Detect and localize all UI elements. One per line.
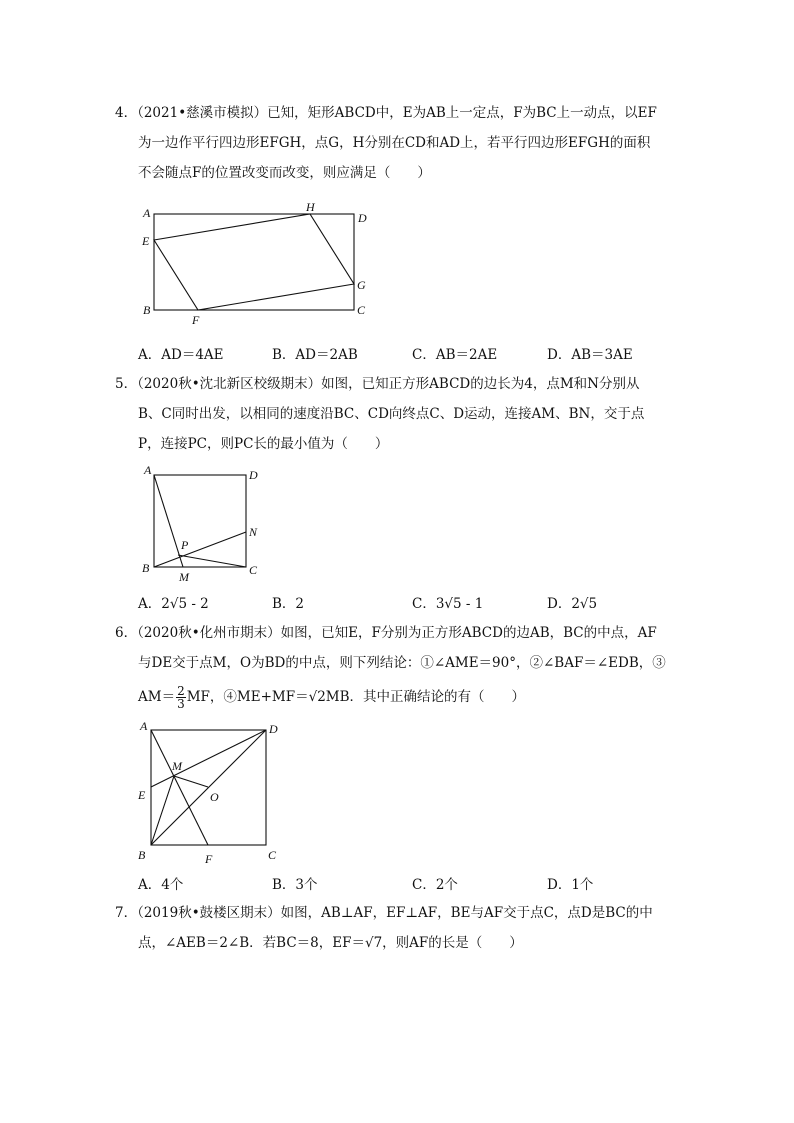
label-d: D <box>358 211 367 225</box>
q6-figure <box>137 719 278 866</box>
label-d: D <box>269 722 278 736</box>
label-c: C <box>268 848 277 862</box>
rectangle-abcd <box>154 214 354 310</box>
q6-option-b[interactable]: B．3个 <box>272 877 318 893</box>
label-f: F <box>205 852 213 866</box>
label-a: A <box>144 463 152 477</box>
label-b: B <box>138 848 146 862</box>
q6-line-1: 6．（2020秋•化州市期末）如图，已知E，F分别为正方形ABCD的边AB，BC的中点，AF <box>115 625 657 641</box>
q5-line-1: 5．（2020秋•沈北新区校级期末）如图，已知正方形ABCD的边长为4，点M和N分别从 <box>115 376 640 392</box>
q4-line-3: 不会随点F的位置改变而改变，则应满足（ ） <box>138 165 431 181</box>
q4-option-c[interactable]: C．AB＝2AE <box>412 347 498 363</box>
q7-line-1: 7．（2019秋•鼓楼区期末）如图，AB⊥AF，EF⊥AF，BE与AF交于点C，点D是BC的中 <box>115 905 653 921</box>
q5-line-3: P，连接PC，则PC长的最小值为（ ） <box>138 436 389 452</box>
segment-mo <box>174 776 208 787</box>
label-b: B <box>142 561 150 575</box>
label-f: F <box>192 313 200 327</box>
label-a: A <box>143 206 151 220</box>
q6-line-3-pre: AM＝ <box>138 689 176 705</box>
q5-option-d[interactable]: D．2√5 <box>547 596 598 612</box>
parallelogram-efgh <box>154 214 354 310</box>
label-m: M <box>179 570 189 584</box>
q5-figure <box>142 463 258 584</box>
q4-option-d[interactable]: D．AB＝3AE <box>547 347 633 363</box>
q5-option-b[interactable]: B．2 <box>272 596 305 612</box>
label-d: D <box>249 468 258 482</box>
label-n: N <box>249 525 258 539</box>
fraction <box>176 685 186 710</box>
fraction-denominator: 3 <box>177 697 185 711</box>
segment-bm <box>151 776 174 845</box>
q6-option-a[interactable]: A．4个 <box>138 877 184 893</box>
q4-figure <box>141 200 367 327</box>
square-abcd <box>154 475 246 567</box>
q5-line-2: B、C同时出发，以相同的速度沿BC、CD向终点C、D运动，连接AM、BN，交于点 <box>138 406 645 422</box>
label-g: G <box>357 278 366 292</box>
label-h: H <box>306 200 315 214</box>
fraction-numerator: 2 <box>177 684 185 698</box>
label-o: O <box>210 790 219 804</box>
q4-option-a[interactable]: A．AD＝4AE <box>138 347 224 363</box>
segment-am <box>154 475 183 567</box>
segment-af <box>151 730 208 845</box>
q4-line-1: 4．（2021•慈溪市模拟）已知，矩形ABCD中，E为AB上一定点，F为BC上一动点，以EF <box>115 105 657 121</box>
label-c: C <box>249 563 258 577</box>
label-c: C <box>357 303 366 317</box>
label-e: E <box>142 234 150 248</box>
q6-line-3 <box>138 682 525 712</box>
label-e: E <box>138 788 146 802</box>
segment-pc <box>178 555 246 567</box>
label-b: B <box>143 303 151 317</box>
label-p: P <box>181 538 189 552</box>
segment-bd <box>151 730 266 845</box>
q6-option-c[interactable]: C．2个 <box>412 877 458 893</box>
segment-de <box>151 730 266 787</box>
q6-line-3-post: MF，④ME+MF＝√2MB．其中正确结论的有（ ） <box>186 689 526 705</box>
label-m: M <box>172 759 182 773</box>
segment-bn <box>154 532 246 567</box>
q4-option-b[interactable]: B．AD＝2AB <box>272 347 358 363</box>
q5-option-c[interactable]: C．3√5 - 1 <box>412 596 484 612</box>
q5-option-a[interactable]: A．2√5 - 2 <box>138 596 209 612</box>
q7-line-2: 点，∠AEB＝2∠B．若BC＝8，EF＝√7，则AF的长是（ ） <box>138 935 523 951</box>
q6-line-2: 与DE交于点M，O为BD的中点，则下列结论：①∠AME＝90°，②∠BAF＝∠EDB，③ <box>138 655 666 671</box>
q4-line-2: 为一边作平行四边形EFGH，点G，H分别在CD和AD上，若平行四边形EFGH的面积 <box>138 135 651 151</box>
q6-option-d[interactable]: D．1个 <box>547 877 594 893</box>
label-a: A <box>140 719 148 733</box>
